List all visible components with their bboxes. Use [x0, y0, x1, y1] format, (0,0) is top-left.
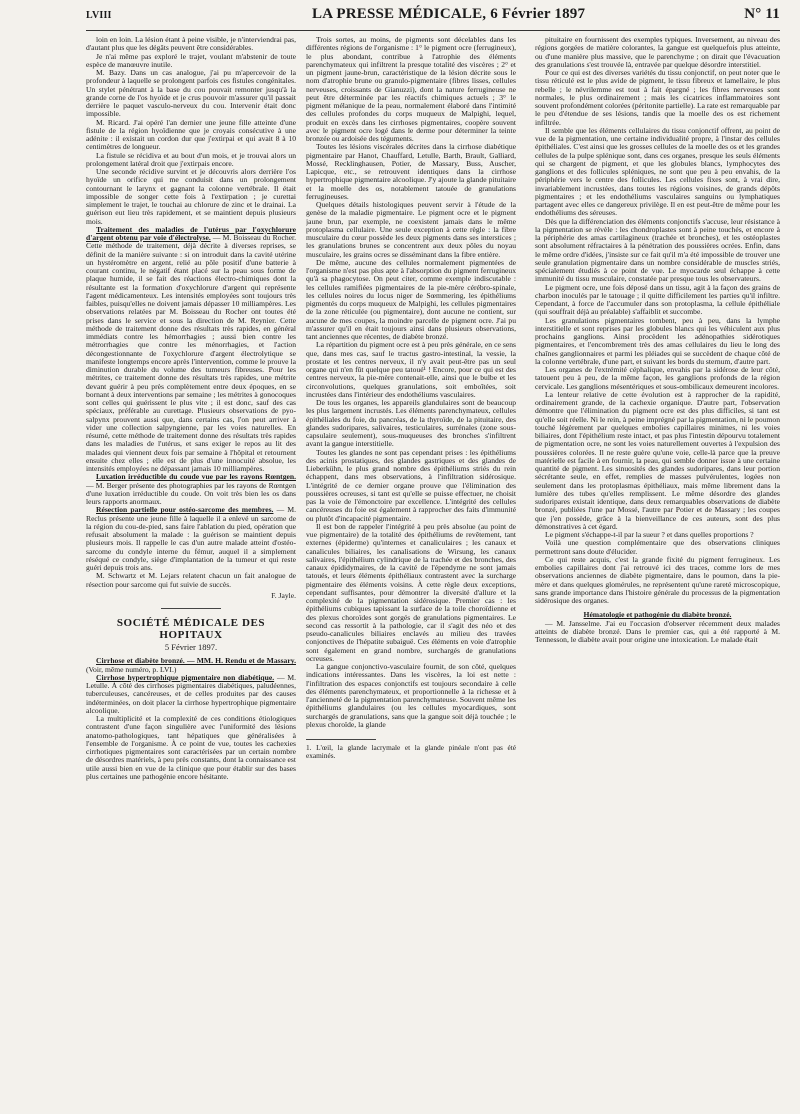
paragraph: Les granulations pigmentaires tombent, peu à peu, dans la lymphe interstitielle et sont reprises par les globules blancs qui les véhiculent aux plus prochains ganglions. Ainsi procèdent les adénopathies sidérotiques pigmentaires, et l'encombrement très des amas cellulaires du lieu le long des chaînes ganglionnaires et parmi les pléiades qui se succèdent de chaque côté de la colonne vertébrale, d'une part, et suivant les bords du sternum, d'autre part.	[535, 315, 780, 366]
paragraph: Dès que la différenciation des éléments conjonctifs s'accuse, leur résistance à la pigmentation se révèle : les chondroplastes sont à peine touchés, et encore à la périphérie des amas cartilagineux (trachée et bronches), et les ostéoplastes sont absolument réfractaires à la pénétration des poussières ocrées. Enfin, dans le même ordre d'idées, j'insiste sur ce fait qu'il m'a été impossible de trouver une seule granulation pigmentaire dans un nombre considérable de muscles striés, spécialement étudiés à ce point de vue. Le myocarde seul échappe à cette immunité du tissu musculaire, constatée par presque tous les observateurs.	[535, 216, 780, 284]
issue-number: N° 11	[744, 6, 780, 22]
section-heading: Résection partielle pour ostéo-sarcome des membres.	[96, 505, 274, 515]
column-left	[86, 36, 296, 1104]
paragraph	[86, 657, 296, 674]
paragraph-text: (Voir, même numéro, p. LVI.)	[86, 664, 177, 674]
paragraph-text: — M. Letulle. À côté des cirrhoses pigmentaires diabétiques, paludéennes, tuberculeuses, cancéreuses, et de celles produites par des causes indéterminées, on doit placer la cirrhose hypertrophique pigmentaire alcoolique.	[86, 672, 296, 715]
paragraph: M. Bazy. Dans un cas analogue, j'ai pu m'apercevoir de la profondeur à laquelle se prolongent parfois ces fistules congénitales. Un stylet pénétrant à la base du cou pouvait remonter jusqu'à la grande corne de l'os hyoïde et je crus pouvoir m'assurer qu'il passait derrière le paquet vasculo-nerveux du cou. Intervenir était donc impossible.	[86, 68, 296, 119]
column-middle	[306, 36, 516, 1104]
page-header	[86, 6, 780, 28]
paragraph: — M. Jansselme. J'ai eu l'occasion d'observer récemment deux malades atteints de diabète bronzé. Dans le premier cas, qui a été rapporté à M. Tennesson, le diabète avait pour origine une intoxication. Le malade était	[535, 618, 780, 644]
header-rule	[86, 30, 780, 31]
footnote-rule	[306, 739, 376, 740]
paragraph: La multiplicité et la complexité de ces conditions étiologiques contrastent d'une façon singulière avec l'uniformité des lésions anatomo-pathologiques, tant hépatiques que généralisées à l'ensemble de l'organisme. À ce point de vue, toutes les cachexies cirrhotiques pigmentaires sont caractérisées par un certain nombre de désordres matériels, à peu près constants, dont la connaissance est utile aussi bien en vue de la clinique que pour établir sur des bases plus certaines une pathogénie encore hésitante.	[86, 714, 296, 781]
footnote: 1. L'œil, la glande lacrymale et la glande pinéale n'ont pas été examinés.	[306, 743, 516, 760]
paragraph: Le pigment s'échappe-t-il par la sueur ? et dans quelles proportions ?	[545, 530, 754, 539]
paragraph: M. Ricard. J'ai opéré l'an dernier une jeune fille atteinte d'une fistule de la région hyoïdienne que je croyais consécutive à une adénite : il existait un cordon dur que j'extirpai et qui avait 8 à 10 centimètres de longueur.	[86, 117, 296, 152]
society-date: 5 Février 1897.	[164, 642, 218, 652]
paragraph: loin en loin. La lésion étant à peine visible, je n'interviendrai pas, d'autant plus que les dégâts peuvent être considérables.	[86, 36, 296, 53]
section-heading: Cirrhose hypertrophique pigmentaire non diabétique.	[96, 672, 275, 682]
paragraph: M. Schwartz et M. Lejars relatent chacun un fait analogue de résection pour sarcome qui fut suivie de succès.	[86, 571, 296, 589]
signature: F. Jayle.	[271, 590, 296, 600]
paragraph-text: — M. Berger présente des photographies par les rayons de Rœntgen d'une luxation irréductible du coude. On voit très bien les os dans leurs rapports anormaux.	[86, 480, 296, 506]
paragraph: pituitaire en fournissent des exemples typiques. Inversement, au niveau des régions gorgées de matière colorantes, la gangue est quelquefois plus atteinte, ou d'une manière plus massive, que le parenchyme ; on dirait que l'évacuation des granulations s'est trouvée là, entravée par quelque désordre interstitiel.	[535, 36, 780, 69]
paragraph: Il est bon de rappeler l'intégrité à peu près absolue (au point de vue pigmentaire) de la totalité des épithéliums de revêtement, tant externes (épiderme) qu'internes et canaliculaires ; les canaux et canalicules biliaires, les canalisations de Wirsung, les canaux salivaires, l'épithélium cylindrique de la trachée et des bronches, des canaux épididymaires, de la cavité de l'épendyme ne sont jamais tatoués, et leurs éléments épithéliaux contrastent avec la surcharge pigmentaire des éléments voisins. À cette règle deux exceptions, cependant suffisantes, pour démontrer la diversité d'allure et la complexité de la pigmentation sidérosique. Premier cas : les épithéliums cubiques tapissant la surface de la toile choroïdienne et des plexus choroïdes sont gorgés de granulations pigmentaires. Le second cas ressortit à la pathologie, car il s'agit des néo et des pseudo-canalicules biliaires enclavés au milieu des travées conjonctives de l'hépatite subaiguë. Ces éléments en voie d'atrophie sont également en grand nombre, surchargés de granulations ocreuses.	[306, 521, 516, 663]
section-heading: Hématologie et pathogénie du diabète bronzé.	[583, 610, 732, 620]
paragraph: Il semble que les éléments cellulaires du tissu conjonctif offrent, au point de vue de la pigmentation, une certaine individualité propre, à l'instar des cellules épithéliales. C'est ainsi que les grosses cellules de la moelle des os et les grandes cellules de la pulpe splénique sont, dans ces organes, presque les seuls éléments qui se chargent de pigment, et que les globules blancs, lymphocytes des ganglions et des follicules spléniques, ne sont que peu à peu envahis, de la périphérie vers le centre des follicules. Les cellules fixes sont, à vrai dire, invariablement incrustées, dans toutes les régions voisines, de grands dépôts pigmentaires ; et les endothéliums vasculaires sanguins ou lymphatiques partagent avec elles ce dangereux privilège. Il en est peut-être de même pour les endothéliums des séreuses.	[535, 125, 780, 218]
paragraph	[86, 674, 296, 715]
column-right	[535, 36, 780, 1104]
page-number-left: LVIII	[86, 10, 112, 21]
paragraph: De tous les organes, les appareils glandulaires sont de beaucoup les plus largement incrustés. Les éléments parenchymateux, cellules épithéliales du foie, du pancréas, de la thyroïde, de la pituitaire, des glandes sudoripares, salivaires, testiculaires, surrénales (zone sous-capsulaire seulement), sous-muqueuses des bronches s'infiltrent avant la gangue interstitielle.	[306, 398, 516, 449]
paragraph: Ce qui reste acquis, c'est la grande fixité du pigment ferrugineux. Les embolies capillaires dont j'ai retrouvé ici des traces, comme lors de mes observations anciennes de diabète pigmentaire, dans le poumon, dans la pie-mère et dans quelques glomérules, ne représentent qu'une rareté microscopique, sans grande importance dans l'histoire générale du processus de la pigmentation sidérosique des organes.	[535, 554, 780, 605]
paragraph: Pour ce qui est des diverses variétés du tissu conjonctif, on peut noter que le tissu réticulé est le plus avide de pigment, le tissu fibreux et lamellaire, le plus rebelle ; le névrilemme est tout à fait épargné ; les fibres nerveuses sont normales, le plus ordinairement ; mais les cicatrices inflammatoires sont souvent profondément colorées (péritonite partielle). La rate est remarquable par le peu d'étendue de ses lésions, tandis que la moelle des os est richement infiltrée.	[535, 68, 780, 127]
paragraph: La gangue conjonctivo-vasculaire fournit, de son côté, quelques indications intéressantes. Dans les viscères, la loi est nette : l'infiltration des espaces conjonctifs est toujours secondaire à celle des éléments parenchymateux, et proportionnelle à la richesse et à l'ancienneté de la pigmentation parenchymateuse. Souvent même les épithéliums glandulaires (ou les cellules myocardiques, sont surchargés de granulations, sans que la gangue soit déjà touchée ; le plexus choroïde, la glande	[306, 662, 516, 729]
society-title: SOCIÉTÉ MÉDICALE DES HOPITAUX	[116, 617, 266, 641]
section-heading: Luxation irréductible du coude vue par les rayons Rœntgen.	[96, 472, 296, 482]
paragraph: Le pigment ocre, une fois déposé dans un tissu, agit à la façon des grains de charbon inoculés par le tatouage ; il quitte difficilement les parties qu'il infiltre. Cependant, à force de l'accumuler dans son protoplasma, la cellule épithéliale (qui souffrait déjà au préalable) s'affaiblit et succombe.	[535, 282, 780, 317]
paragraph-text: — M. Reclus présente une jeune fille à laquelle il a enlevé un sarcome de la région du cou-de-pied, sans faire l'ablation du pied, opération que refusait absolument la malade : la guérison se maintient depuis plusieurs mois. Il rappelle le cas d'un autre malade atteint d'ostéo-sarcome du condyle interne du fémur, auquel il a simplement réséqué ce condyle, siège d'implantation de la tumeur et qui reste guéri depuis trois ans.	[86, 505, 296, 572]
section-heading: Cirrhose et diabète bronzé. — MM. H. Rendu et de Massary.	[96, 656, 296, 666]
section-heading: Traitement des maladies de l'utérus par l'oxychlorure d'argent obtenu par voie d'électrolyse.	[86, 224, 296, 242]
paragraph-text: — M. Boisseau du Rocher. Cette méthode de traitement, déjà décrite à diverses reprises, se définit de la manière suivante : si on introduit dans la cavité utérine un hystéromètre en argent, relié au pôle positif d'une batterie à courant continu, le négatif étant placé sur la peau sous forme de plaque humide, il se fait des réactions électro-chimiques dont la résultante est la formation d'oxychlorure d'argent qui représente l'agent médicamenteux. Les intensités employées sont toujours très faibles, puisqu'elles ne doivent jamais dépasser 10 milliampères. Les observations relatées par M. Boisseau du Rocher ont toutes été prises dans le service et sous la direction de M. Reynier. Cette méthode de traitement donne des résultats très rapides, en général immédiats contre les hémorrhagies ; aussi bien contre les métrorrhagies que contre les ménorrhagies, et l'action décongestionnante de l'oxychlorure d'argent électrolytique se manifeste longtemps encore après l'intervention, comme le prouve la diminution durable du volume des tumeurs fibreuses. Pour les métrites, ce traitement donne des résultats très rapides, une métrite devant guérir à peu près complètement entre deux époques, en se bornant à deux interventions par semaine ; les métrites à gonocoques sont celles qui guérissent le plus vite ; il est donc, sauf des cas spéciaux, préférable au curettage. Plusieurs observations de pyo-salpynx prouvent aussi que, dans certains cas, l'on peut arriver à vider une collection salpyngienne, par les voies naturelles. En résumé, cette méthode de traitement donne des résultats très rapides dans les maladies de l'utérus, et sans exiger le repos au lit des malades qui viennent deux fois par semaine à l'hôpital et retournent ensuite chez elles ; elle est de plus d'une innocuité absolue, les intensités employées ne dépassant jamais 10 milliampères.	[86, 233, 296, 473]
paragraph: La fistule se récidiva et au bout d'un mois, et je trouvai alors un prolongement latéral droit que j'extirpais encore.	[86, 150, 296, 168]
paragraph: De même, aucune des cellules normalement pigmentées de l'organisme n'est pas plus apte à l'absorption du pigment ferrugineux qu'à sa phagocytose. On peut citer, comme exemple indiscutable : les cellules ramifiées pigmentaires de la pie-mère cérébro-spinale, les cellules noires du locus niger de Sœmmering, les épithéliums pigmentés du corps muqueux de Malpighi, les cellules pigmentaires de la zone réticulée (ou pigmentaire), dont aucune ne contient, sur aucune de mes coupes, la moindre parcelle de pigment ocre. J'ai pu m'assurer qu'il en était toujours ainsi dans plusieurs observations, tant anciennes que récentes, de diabète bronzé.	[306, 257, 516, 341]
paragraph: Voilà une question complémentaire que des observations cliniques permettront sans doute d'élucider.	[535, 538, 780, 556]
journal-title: LA PRESSE MÉDICALE, 6 Février 1897	[312, 6, 586, 22]
paragraph: Quelques détails histologiques peuvent servir à l'étude de la genèse de la maladie pigmentaire. Le pigment ocre et le pigment jaune brun, par exemple, ne coexistent jamais dans le même protoplasma cellulaire. Une seule exception à cette règle : la fibre musculaire du cœur possède les deux pigments dans ses interstices ; les granulations brunes se concentrent aux deux pôles du noyau musculaire, les grains ocres se disséminant dans la fibre entière.	[306, 200, 516, 259]
paragraph	[86, 473, 296, 506]
paragraph: Je n'ai même pas exploré le trajet, voulant m'abstenir de toute espèce de manœuvre inutile.	[86, 51, 296, 69]
paragraph: Une seconde récidive survint et je découvris alors derrière l'os hyoïde un orifice qui me conduisit dans un prolongement contournant le larynx et gagnant la colonne vertébrale. Il était impossible de songer cette fois à l'extirpation ; je curettai simplement le trajet, le touchai au chlorure de zinc et le drainai. La guérison eut lieu très rapidement, et se maintient depuis plusieurs mois.	[86, 167, 296, 226]
paragraph: La lenteur relative de cette évolution est à rapprocher de la rapidité, ordinairement grande, de la cachexie organique. D'autre part, l'observation démontre que l'élimination du pigment ocre est des plus difficiles, si tant est qu'elle soit réelle. Ni le rein, à peine imprégné par la pigmentation, ni le poumon touché légèrement par quelques embolies capillaires minimes, ni les voies biliaires, dont l'épithélium reste intact, et pas plus l'intestin dépourvu totalement de pigmentation ocre, ne sont les voies naturellement ouvertes à l'expulsion des poussières colorées. Il ne reste guère qu'une voie, celle-là parce que la preuve matérielle est facile à en fournir, la peau, qui semble donner issue à une certaine quantité de pigment. Les sinuosités des glandes sudoripares, dans leur portion sécrétante seule, en effet, remplies de masses pulvérulentes, logées non seulement dans les protoplasmas épithéliaux, mais même librement dans la lumière des tubes qu'elles remplissent. Le même désordre des glandes sudoripares existait identique, dans deux remarquables observations de diabète bronzé, publiées l'une par Mossé, l'autre par Potier et de Massary ; les coupes que j'en possède, grâce à la bienveillance de ces auteurs, sont des plus démonstratives à cet égard.	[535, 389, 780, 531]
paragraph: Toutes les lésions viscérales décrites dans la cirrhose diabétique pigmentaire par Hanot, Chauffard, Letulle, Barth, Brault, Galliard, Mossé, Recklinghausen, Potier, de Massary, Buss, Auscher, Lapicque, etc., se retrouvent identiques dans la cirrhose hypertrophique pigmentaire alcoolique. J'y ajoute la glande pituitaire et la moelle des os, notablement tatouée de granulations ferrugineuses.	[306, 142, 516, 201]
paragraph	[86, 506, 296, 572]
divider	[161, 608, 221, 609]
paragraph: La répartition du pigment ocre est à peu près générale, en ce sens que, dans mes cas, sauf le tractus gastro-intestinal, la vessie, la prostate et les centres nerveux, il n'y avait peut-être pas un seul organe qui n'en fût quelque peu tatoué¹ ! Encore, pour ce qui est des centres nerveux, la pie-mère contenait-elle, ainsi que le bulbe et les circonvolutions, quelques granulations, soit emboîtées, soit incrustées dans l'intérieur des endothéliums vasculaires.	[306, 340, 516, 399]
paragraph	[86, 226, 296, 474]
paragraph: Les organes de l'extrémité céphalique, envahis par la sidérose de leur côté, tatouent peu à peu, de la même façon, les ganglions profonds de la région cervicale. Les ganglions mésentériques et sous-ombilicaux demeurent incolores.	[535, 365, 780, 391]
paragraph: Toutes les glandes ne sont pas cependant prises : les épithéliums des acinis prostatiques, des glandes gastriques et des glandes de Lieberkühn, le plus grand nombre des épithéliums striés du rein échappent, dans mes observations, à l'infiltration sidérosique. L'intégrité de ce dernier organe prouve que l'élimination des poussières ocreuses, si tant est qu'elle se puisse effectuer, ne choisit pas la voie de l'émonctoire par excellence. L'intégrité des cellules cancéreuses du foie est également à rapprocher des faits d'immunité ou plutôt d'incapacité pigmentaire.	[306, 447, 516, 523]
paragraph: Trois sortes, au moins, de pigments sont décelables dans les différentes régions de l'organisme : 1° le pigment ocre (ferrugineux), le plus abondant, contribue à l'atrophie des éléments parenchymateux qui infiltrent la presque totalité des viscères ; 2° et un pigment jaune-brun, caractéristique de la lésion décrite sous le nom d'atrophie brune ou granulo-pigmentaire (fibres lisses, cellules nerveuses, croissants de Gianuzzi), dont la nature ferrugineuse ne peut être déterminée par les réactifs chimiques actuels ; 3° le pigment mélanique de la peau, normalement élaboré dans l'intimité des cellules profondes du corps muqueux de Malpighi, lequel, produit en excès dans les cirrhoses pigmentaires, coopère souvent avec le pigment ocre logé dans le derme pour déterminer la teinte bronzée ou ardoisée des téguments.	[306, 36, 516, 143]
